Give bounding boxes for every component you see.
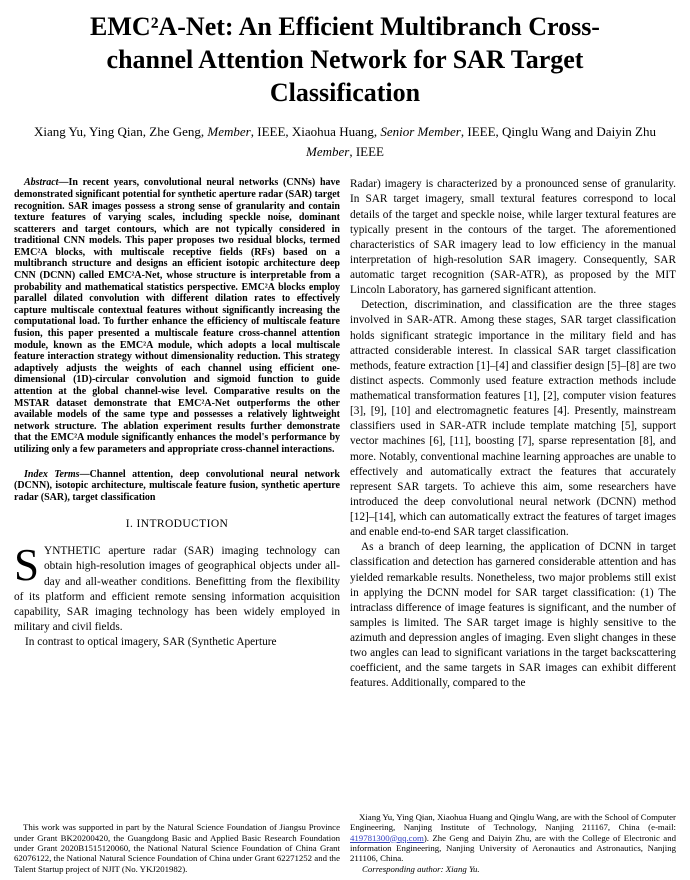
abstract-paragraph — [14, 177, 340, 455]
section-heading-introduction: I. INTRODUCTION — [125, 518, 229, 531]
text-segment: ). Zhe Geng and Daiyin Zhu, are with the College of Electronic and information Engineering, Nanjing University of Aeronautics and Astronautics, Nanjing 211106, China. — [350, 832, 676, 864]
affiliation-footnote-text — [350, 812, 676, 864]
dropcap-letter: S — [14, 540, 40, 591]
body-paragraph-continuation: Radar) imagery is characterized by a pronounced sense of granularity. In SAR target imagery, small textural features correspond to local details of the target and speckle noise, while larger textural features are typically present in the contours of the target. The aforementioned characteristics of SAR imagery lead to low efficiency in the manual interpretation of high-resolution SAR imagery. Consequently, SAR automatic target recognition (SAR-ATR), as proposed by the MIT Lincoln Laboratory, has garnered significant attention. — [350, 178, 676, 297]
intro-paragraph-1-text: YNTHETIC aperture radar (SAR) imaging technology can obtain high-resolution images of geographical objects under all-day and all-weather conditions. Benefitting from the flexibility of its platform and efficient remote sensing information acquisition capability, SAR imaging technology has been widely employed in military and civil fields. — [14, 545, 340, 633]
text-segment: Senior Member — [380, 124, 461, 140]
email-link[interactable]: 419781300@qq.com — [350, 832, 424, 843]
abstract-label: Abstract — [24, 177, 59, 189]
text-segment: , IEEE, Xiaohua Huang, — [250, 124, 381, 140]
funding-footnote-text: This work was supported in part by the Natural Science Foundation of Jiangsu Province under Grant BK20200420, the Guangdong Basic and Applied Basic Research Foundation under Grant 2020B1515120060, the National Natural Science Foundation of China Grant 62076122, the National Natural Science Foundation of China under Grant 62271252 and the Talent Startup project of NJIT (No. YKJ201982). — [14, 822, 340, 874]
abstract-text: —In recent years, convolutional neural networks (CNNs) have demonstrated significant potential for synthetic aperture radar (SAR) target recognition. SAR images possess a strong sense of granularity and contain texture features of varying scales, including speckle noise, dominant scatterers and target contours, which are not typically considered in traditional CNN models. This paper proposes two residual blocks, termed EMC²A blocks, with multiscale receptive fields (RFs) based on a multibranch structure and designs an efficient isotopic architecture deep CNN (DCNN) called EMC²A-Net, whose structure is interpretable from a probability and mathematical statistics perspective. EMC²A blocks employ parallel dilated convolution with different dilation rates to effectively capture multiscale contextual features without significantly increasing the computational load. To further enhance the efficiency of multiscale feature fusion, this paper presented a multiscale feature cross-channel attention module, known as the EMC²A module, which adopts a local multiscale feature interaction strategy without dimensionality reduction. This strategy adaptively adjusts the weights of each channel using efficient one-dimensional (1D)-circular convolution and sigmoid function to guide attention at the global channel-wise level. Comparative results on the MSTAR dataset demonstrate that EMC²A-Net outperforms the other available models of the same type and possesses a relatively lightweight network structure. The ablation experiment results further demonstrate that the EMC²A module significantly enhances the model's performance by utilizing only a few parameters and appropriate cross-channel interactions. — [14, 177, 340, 455]
body-paragraph-2: Detection, discrimination, and classification are the three stages involved in SAR-ATR. Among these stages, SAR target classification holds significant strategic importance in the military field and has attracted considerable interest. In classical SAR target classification methods, feature extraction [1]–[4] and classifier design [5]–[8] are two distinct aspects. Commonly used feature extraction methods include mathematical transformation features [1], [2], computer vision features [3], [9], [10] and electromagnetic features [4]. Presently, mainstream classifiers used in SAR-ATR include template matching [5], support vector machines [6], [11], boosting [7], sparse representation [8], and more. Notably, conventional machine learning approaches are unable to effectively and automatically extract the features that accurately represent SAR targets. To achieve this aim, some researchers have introduced the deep convolutional neural network (DCNN) method [12]–[14], which can automatically extract the features of target images and enable end-to-end SAR target classification. — [350, 299, 676, 539]
index-terms-paragraph — [14, 469, 340, 504]
paper-title: EMC²A-Net: An Efficient Multibranch Cross-channel Attention Network for SAR Target Classification — [90, 12, 600, 108]
text-segment: Member — [306, 144, 350, 160]
text-segment: Member — [207, 124, 251, 140]
intro-paragraph-2: In contrast to optical imagery, SAR (Synthetic Aperture — [25, 636, 277, 649]
right-column — [350, 177, 676, 877]
funding-footnote — [14, 822, 340, 877]
text-segment: , IEEE, Qinglu Wang and Daiyin Zhu — [460, 124, 656, 140]
corresponding-author-line: Corresponding author: Xiang Yu. — [362, 863, 480, 874]
affiliation-footnote — [350, 812, 676, 878]
author-line — [14, 122, 676, 162]
two-column-body — [14, 177, 676, 877]
text-segment: Xiang Yu, Ying Qian, Xiaohua Huang and Qinglu Wang, are with the School of Computer Engineering, Nanjing Institute of Technology, Nanjing 211167, China (e-mail: — [350, 811, 676, 833]
body-paragraph-3: As a branch of deep learning, the application of DCNN in target classification and detection has garnered considerable attention and has yielded remarkable results. Nonetheless, two major problems still exist in applying the DCNN model for SAR target classification: (1) The intraclass difference of image features is significant, and the number of samples is limited. The SAR target image is highly sensitive to the azimuth and depression angles of imaging. Even slight changes in these two angles can lead to significant variations in the target backscattering coefficient, and the same targets in SAR images can exhibit different features. Additionally, compared to the — [350, 541, 676, 690]
intro-paragraph-1 — [14, 540, 340, 635]
text-segment: Xiang Yu, Ying Qian, Zhe Geng, — [33, 124, 208, 140]
left-column — [14, 177, 340, 877]
text-segment: , IEEE — [349, 144, 384, 160]
index-terms-text: —Channel attention, deep convolutional neural network (DCNN), isotopic architecture, multiscale feature fusion, synthetic aperture radar (SAR), target classification — [14, 468, 340, 503]
index-terms-label: Index Terms — [24, 468, 80, 480]
